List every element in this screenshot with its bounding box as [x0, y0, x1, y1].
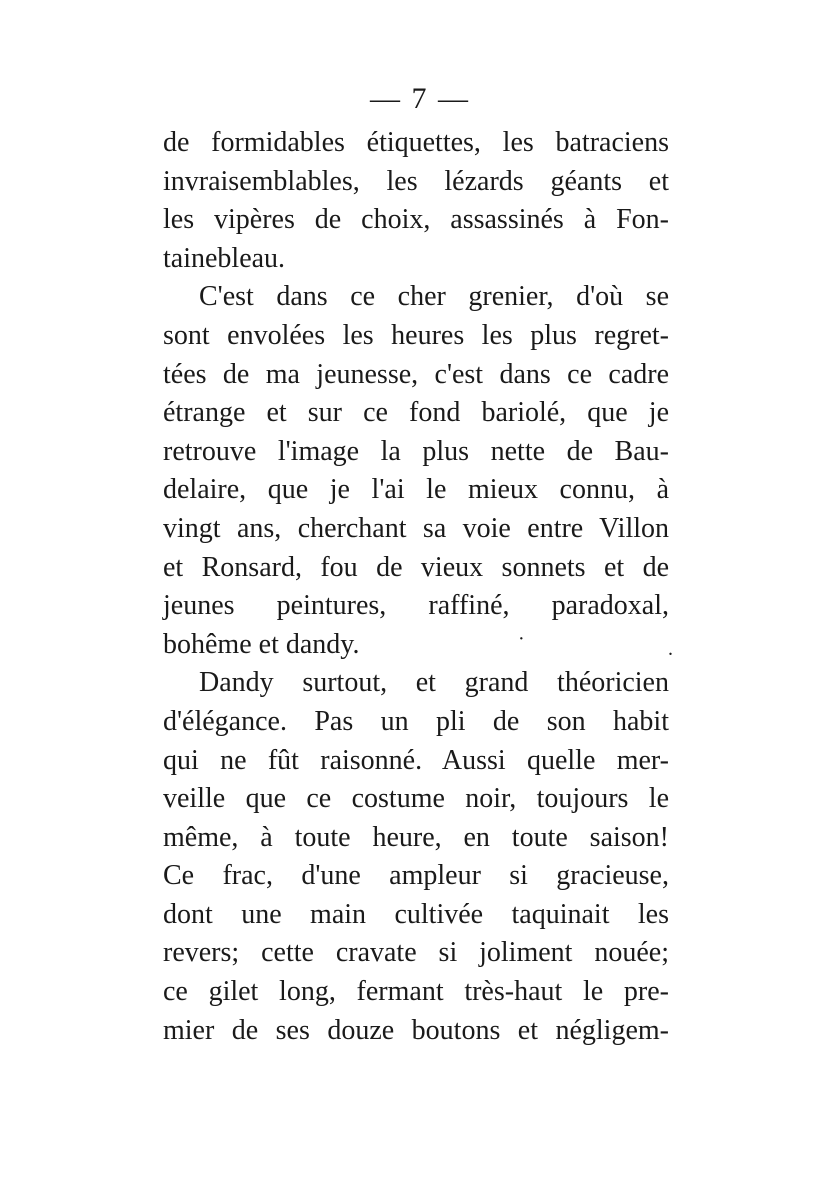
text-line: veille que ce costume noir, toujours le — [163, 783, 669, 815]
text-line: invraisemblables, les lézards géants et — [163, 165, 669, 197]
paragraph-1 — [163, 124, 669, 278]
text-line: qui ne fût raisonné. Aussi quelle mer- — [163, 744, 669, 776]
text-line: retrouve l'image la plus nette de Bau- — [163, 435, 669, 467]
text-line: les vipères de choix, assassinés à Fon- — [163, 204, 669, 236]
text-line: tainebleau. — [163, 242, 286, 274]
text-line: jeunes peintures, raffiné, paradoxal, — [163, 590, 669, 622]
text-line: bohême et dandy. — [163, 628, 360, 660]
text-line: sont envolées les heures les plus regret- — [163, 319, 669, 351]
text-line: même, à toute heure, en toute saison! — [163, 821, 669, 853]
text-line: revers; cette cravate si joliment nouée; — [163, 937, 669, 969]
text-line: étrange et sur ce fond bariolé, que je — [163, 397, 669, 429]
text-line: et Ronsard, fou de vieux sonnets et de — [163, 551, 669, 583]
text-line: de formidables étiquettes, les batraciens — [163, 127, 669, 158]
paragraph-3 — [163, 664, 669, 1050]
text-line: dont une main cultivée taquinait les — [163, 898, 669, 930]
ink-speck: · — [518, 628, 525, 650]
text-line: tées de ma jeunesse, c'est dans ce cadre — [163, 358, 669, 390]
body-text — [163, 124, 669, 1050]
text-line: vingt ans, cherchant sa voie entre Villon — [163, 512, 669, 544]
ink-speck: . — [668, 638, 673, 660]
text-line: C'est dans ce cher grenier, d'où se — [199, 281, 669, 313]
text-line: mier de ses douze boutons et négligem- — [163, 1014, 669, 1046]
page-number: — 7 — — [370, 82, 470, 115]
text-line: delaire, que je l'ai le mieux connu, à — [163, 474, 669, 506]
text-line: d'élégance. Pas un pli de son habit — [163, 705, 669, 737]
text-line: ce gilet long, fermant très-haut le pre- — [163, 976, 669, 1008]
text-line: Ce frac, d'une ampleur si gracieuse, — [163, 860, 669, 892]
text-line: Dandy surtout, et grand théoricien — [199, 667, 669, 699]
paragraph-2 — [163, 278, 669, 664]
